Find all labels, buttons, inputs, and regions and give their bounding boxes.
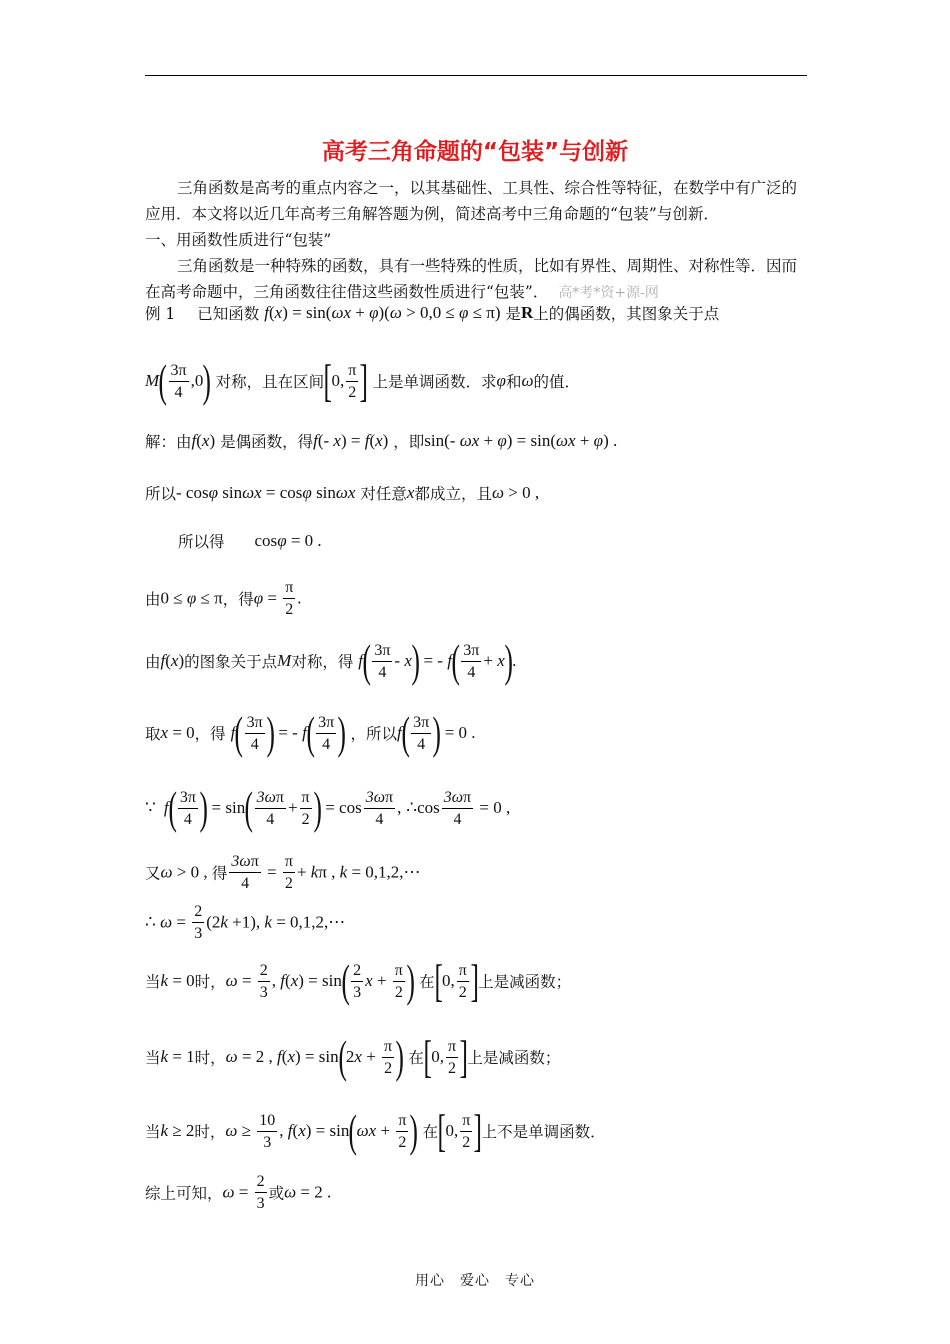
example-1-line-2: M( $\frac{3\pi}{4}$ ,0) 对称，且在区间[0, $\frac{\pi}{2}$ ] 上是单调函数．求φ和ω的值． [145,355,580,406]
section-paragraph: 三角函数是一种特殊的函数，具有一些特殊的性质，比如有界性、周期性、对称性等．因而在高考命题中，三角函数往往借这些函数性质进行“包装”． 高*考*资+源-网 [145,257,798,301]
watermark: 高*考*资+源-网 [558,285,659,301]
solution-line-12: 当k ≥ 2时，ω ≥ $\frac{10}{3}$ , f(x) = sin(ωx + $\frac{\pi}{2}$ ) 在[0, $\frac{\pi}{2}$ ]上不是单调函数． [145,1105,606,1156]
intro-paragraph: 三角函数是高考的重点内容之一，以其基础性、工具性、综合性等特征，在数学中有广泛的应用．本文将以近几年高考三角解答题为例，简述高考中三角命题的“包装”与创新． [145,179,798,223]
solution-line-4: 由0 ≤ φ ≤ π，得φ = $\frac{\pi}{2}$ . [145,579,302,618]
header-rule [145,75,807,76]
solution-line-11: 当k = 1时，ω = 2 , f(x) = sin(2x + $\frac{\pi}{2}$ ) 在[0, $\frac{\pi}{2}$ ]上是减函数； [145,1031,561,1082]
solution-line-2: 所以- cosφ sinωx = cosφ sinωx 对任意x都成立，且ω > 0 , [145,483,540,503]
solution-line-3: 所以得 cosφ = 0 . [178,531,322,551]
page-footer: 用心 爱心 专心 [415,1273,535,1289]
solution-conclusion: 综上可知，ω = $\frac{2}{3}$ 或ω = 2 . [145,1173,332,1212]
solution-line-9: ∴ ω = $\frac{2}{3}$ (2k +1), k = 0,1,2,⋯ [145,903,346,942]
solution-line-8: 又ω > 0 , 得 $\frac{3\omega\pi}{4}$ = $\frac{\pi}{2}$ + kπ , k = 0,1,2,⋯ [145,853,421,892]
solution-line-1: 解：由f(x) 是偶函数，得f(- x) = f(x) ，即sin(- ωx + φ) = sin(ωx + φ) . [145,431,618,451]
page-title: 高考三角命题的“包装”与创新 [321,139,629,165]
solution-line-10: 当k = 0时，ω = $\frac{2}{3}$ , f(x) = sin( $\frac{2}{3}$ x + $\frac{\pi}{2}$ ) 在[0, $\frac{\pi}{2}$ ]上是减函数； [145,955,572,1006]
solution-line-7: ∵ f( $\frac{3\pi}{4}$ ) = sin( $\frac{3\omega\pi}{4}$ + $\frac{\pi}{2}$ ) = cos $\frac{3\omega\pi}{4}$ , ∴cos $\frac{3\omega\pi}{4}$ = 0 , [145,782,511,833]
example-1-line-1: 例 1 已知函数 f(x) = sin(ωx + φ)(ω > 0,0 ≤ φ ≤ π) 是R上的偶函数，其图象关于点 [145,303,720,323]
solution-line-5: 由f(x)的图象关于点M对称，得 f( $\frac{3\pi}{4}$ - x) = - f( $\frac{3\pi}{4}$ + x). [145,635,517,686]
section-heading: 一、用函数性质进行“包装” [145,231,332,249]
solution-line-6: 取x = 0，得 f( $\frac{3\pi}{4}$ ) = - f( $\frac{3\pi}{4}$ ) ，所以f( $\frac{3\pi}{4}$ ) = 0 . [145,707,476,758]
